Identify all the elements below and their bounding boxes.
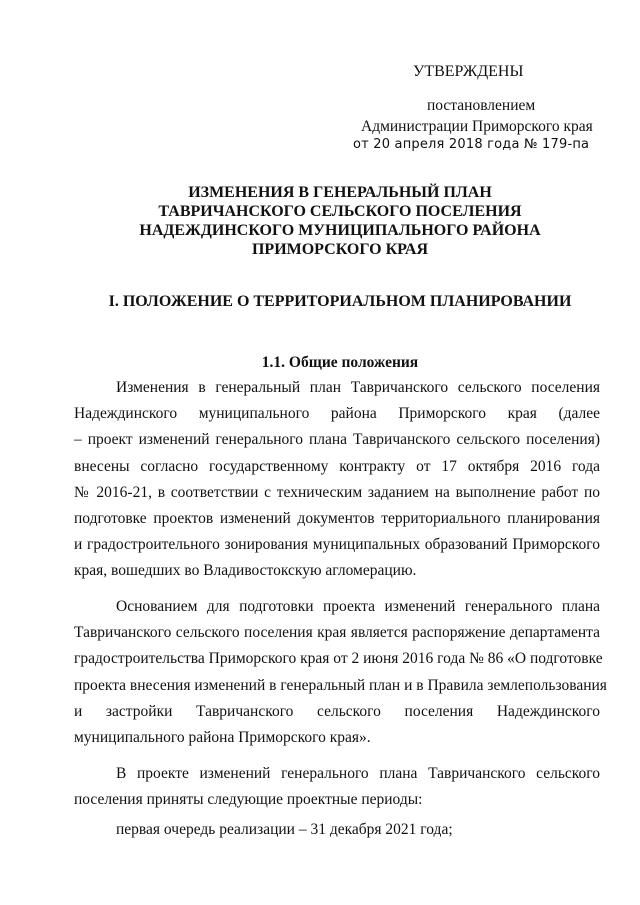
paragraph-legal-basis xyxy=(74,594,607,751)
paragraph-line: Тавричанского сельского поселения края является распоряжение департамента xyxy=(74,624,600,642)
paragraph-line: проекта внесения изменений в генеральный план и в Правила землепользования xyxy=(74,676,607,694)
paragraph-first-stage xyxy=(74,817,600,843)
document-title-line: ТАВРИЧАНСКОГО СЕЛЬСКОГО ПОСЕЛЕНИЯ xyxy=(158,203,522,220)
document-title xyxy=(80,183,600,259)
paragraph-line: и градостроительного зонирования муниципальных образований Приморского xyxy=(74,536,600,554)
paragraph-line: – проект изменений генерального плана Тавричанского сельского поселения) xyxy=(74,431,600,449)
approval-title: УТВЕРЖДЕНЫ xyxy=(413,63,524,80)
paragraph-line: первая очередь реализации – 31 декабря 2021 года; xyxy=(116,821,453,838)
subsection-heading: 1.1. Общие положения xyxy=(261,354,419,371)
paragraph-line: и застройки Тавричанского сельского поселения Надеждинского xyxy=(74,702,600,720)
paragraph-line: Надеждинского муниципального района Приморского края (далее xyxy=(74,405,600,423)
paragraph-line: поселения приняты следующие проектные периоды: xyxy=(74,791,423,809)
approval-decree-label: постановлением xyxy=(427,97,536,114)
paragraph-line: Основанием для подготовки проекта изменений генерального плана xyxy=(116,598,600,615)
approval-date-number: от 20 апреля 2018 года № 179-па xyxy=(353,137,590,152)
paragraph-line: № 2016-21, в соответствии с техническим заданием на выполнение работ по xyxy=(74,483,600,501)
paragraph-line: подготовке проектов изменений документов территориального планирования xyxy=(74,510,600,528)
paragraph-line: В проекте изменений генерального плана Тавричанского сельского xyxy=(116,765,600,782)
paragraph-line: края, вошедших во Владивостокскую агломерацию. xyxy=(74,562,417,580)
paragraph-line: внесены согласно государственному контракту от 17 октября 2016 года xyxy=(74,457,600,475)
paragraph-project-periods xyxy=(74,761,600,813)
paragraph-line: градостроительства Приморского края от 2 июня 2016 года № 86 «О подготовке xyxy=(74,650,603,668)
paragraph-line: Изменения в генеральный план Тавричанского сельского поселения xyxy=(116,379,600,396)
document-title-line: НАДЕЖДИНСКОГО МУНИЦИПАЛЬНОГО РАЙОНА xyxy=(139,222,541,239)
document-title-line: ПРИМОРСКОГО КРАЯ xyxy=(251,241,429,258)
paragraph-line: муниципального района Приморского края». xyxy=(74,729,371,747)
paragraph-amendments-intro xyxy=(74,375,600,585)
section-heading: I. ПОЛОЖЕНИЕ О ТЕРРИТОРИАЛЬНОМ ПЛАНИРОВАНИИ xyxy=(108,293,572,310)
document-title-line: ИЗМЕНЕНИЯ В ГЕНЕРАЛЬНЫЙ ПЛАН xyxy=(188,184,492,201)
approval-authority: Администрации Приморского края xyxy=(361,118,593,135)
